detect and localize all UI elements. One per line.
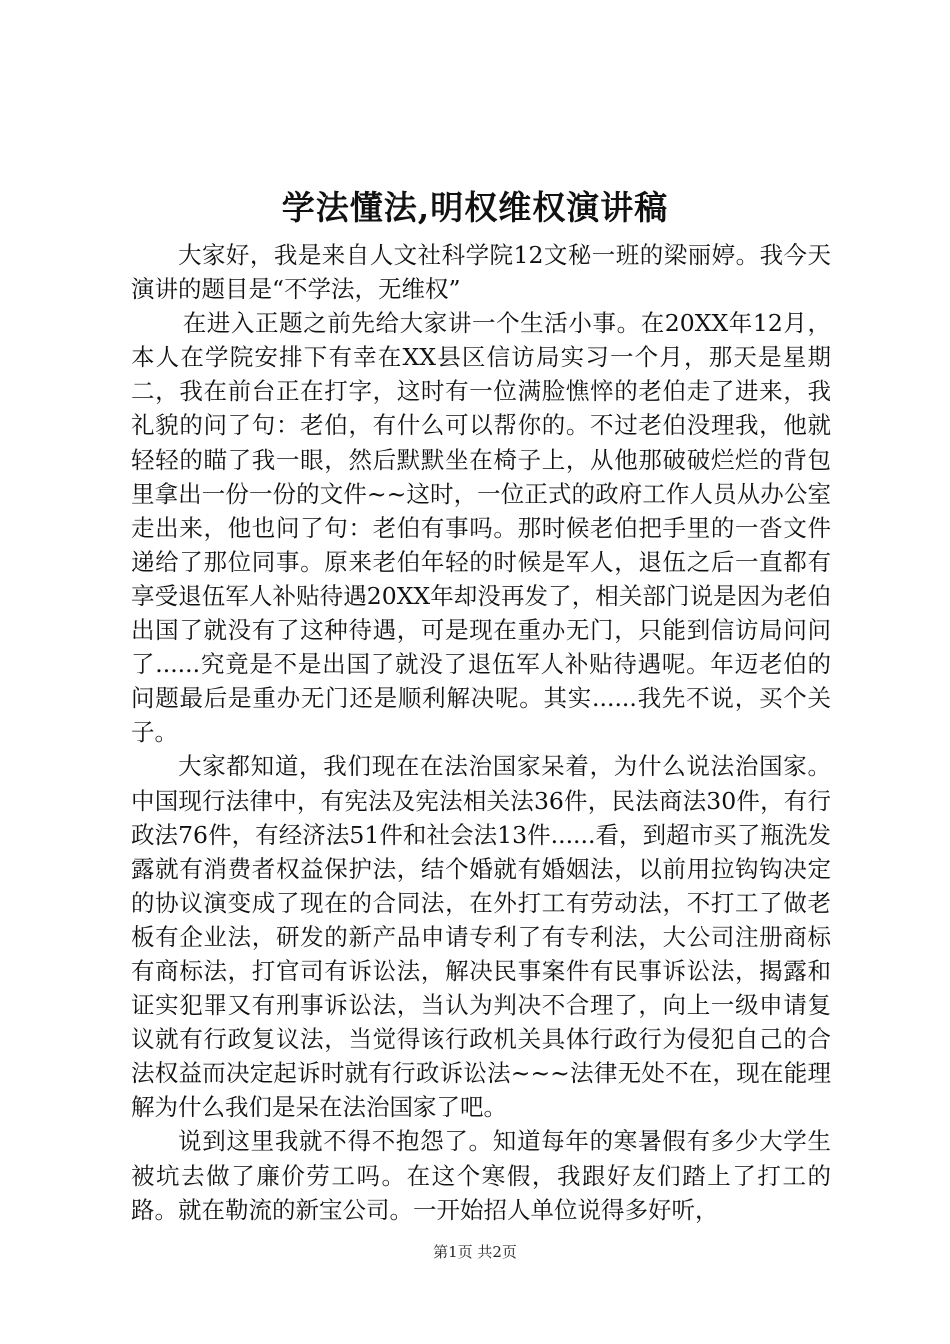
document-body: [131, 238, 831, 1227]
page-footer: 第1页 共2页: [433, 1243, 517, 1261]
paragraph-intro: 大家好，我是来自人文社科学院12文秘一班的梁丽婷。我今天演讲的题目是“不学法，无维权”: [131, 241, 831, 304]
document-title: 学法懂法,明权维权演讲稿: [281, 188, 669, 227]
paragraph-complaint: 说到这里我就不得不抱怨了。知道每年的寒暑假有多少大学生被坑去做了廉价劳工吗。在这个寒假，我跟好友们踏上了打工的路。就在勒流的新宝公司。一开始招人单位说得多好听，: [131, 1127, 831, 1224]
paragraph-laws: 大家都知道，我们现在在法治国家呆着，为什么说法治国家。中国现行法律中，有宪法及宪法相关法36件，民法商法30件，有行政法76件，有经济法51件和社会法13件......看，到超市买了瓶洗发露就有消费者权益保护法，结个婚就有婚姻法，以前用拉钩钩决定的协议演变成了现在的合同法，在外打工有劳动法，不打工了做老板有企业法，研发的新产品申请专利了有专利法，大公司注册商标有商标法，打官司有诉讼法，解决民事案件有民事诉讼法，揭露和证实犯罪又有刑事诉讼法，当认为判决不合理了，向上一级申请复议就有行政复议法，当觉得该行政机关具体行政行为侵犯自己的合法权益而决定起诉时就有行政诉讼法~~~法律无处不在，现在能理解为什么我们是呆在法治国家了吧。: [131, 752, 831, 1122]
paragraph-story: 在进入正题之前先给大家讲一个生活小事。在20XX年12月，本人在学院安排下有幸在XX县区信访局实习一个月，那天是星期二，我在前台正在打字，这时有一位满脸憔悴的老伯走了进来，我礼貌的问了句：老伯，有什么可以帮你的。不过老伯没理我，他就轻轻的瞄了我一眼，然后默默坐在椅子上，从他那破破烂烂的背包里拿出一份一份的文件~~这时，一位正式的政府工作人员从办公室走出来，他也问了句：老伯有事吗。那时候老伯把手里的一沓文件递给了那位同事。原来老伯年轻的时候是军人，退伍之后一直都有享受退伍军人补贴待遇20XX年却没再发了，相关部门说是因为老伯出国了就没有了这种待遇，可是现在重办无门，只能到信访局问问了......究竟是不是出国了就没了退伍军人补贴待遇呢。年迈老伯的问题最后是重办无门还是顺利解决呢。其实......我先不说，买个关子。: [131, 309, 831, 747]
